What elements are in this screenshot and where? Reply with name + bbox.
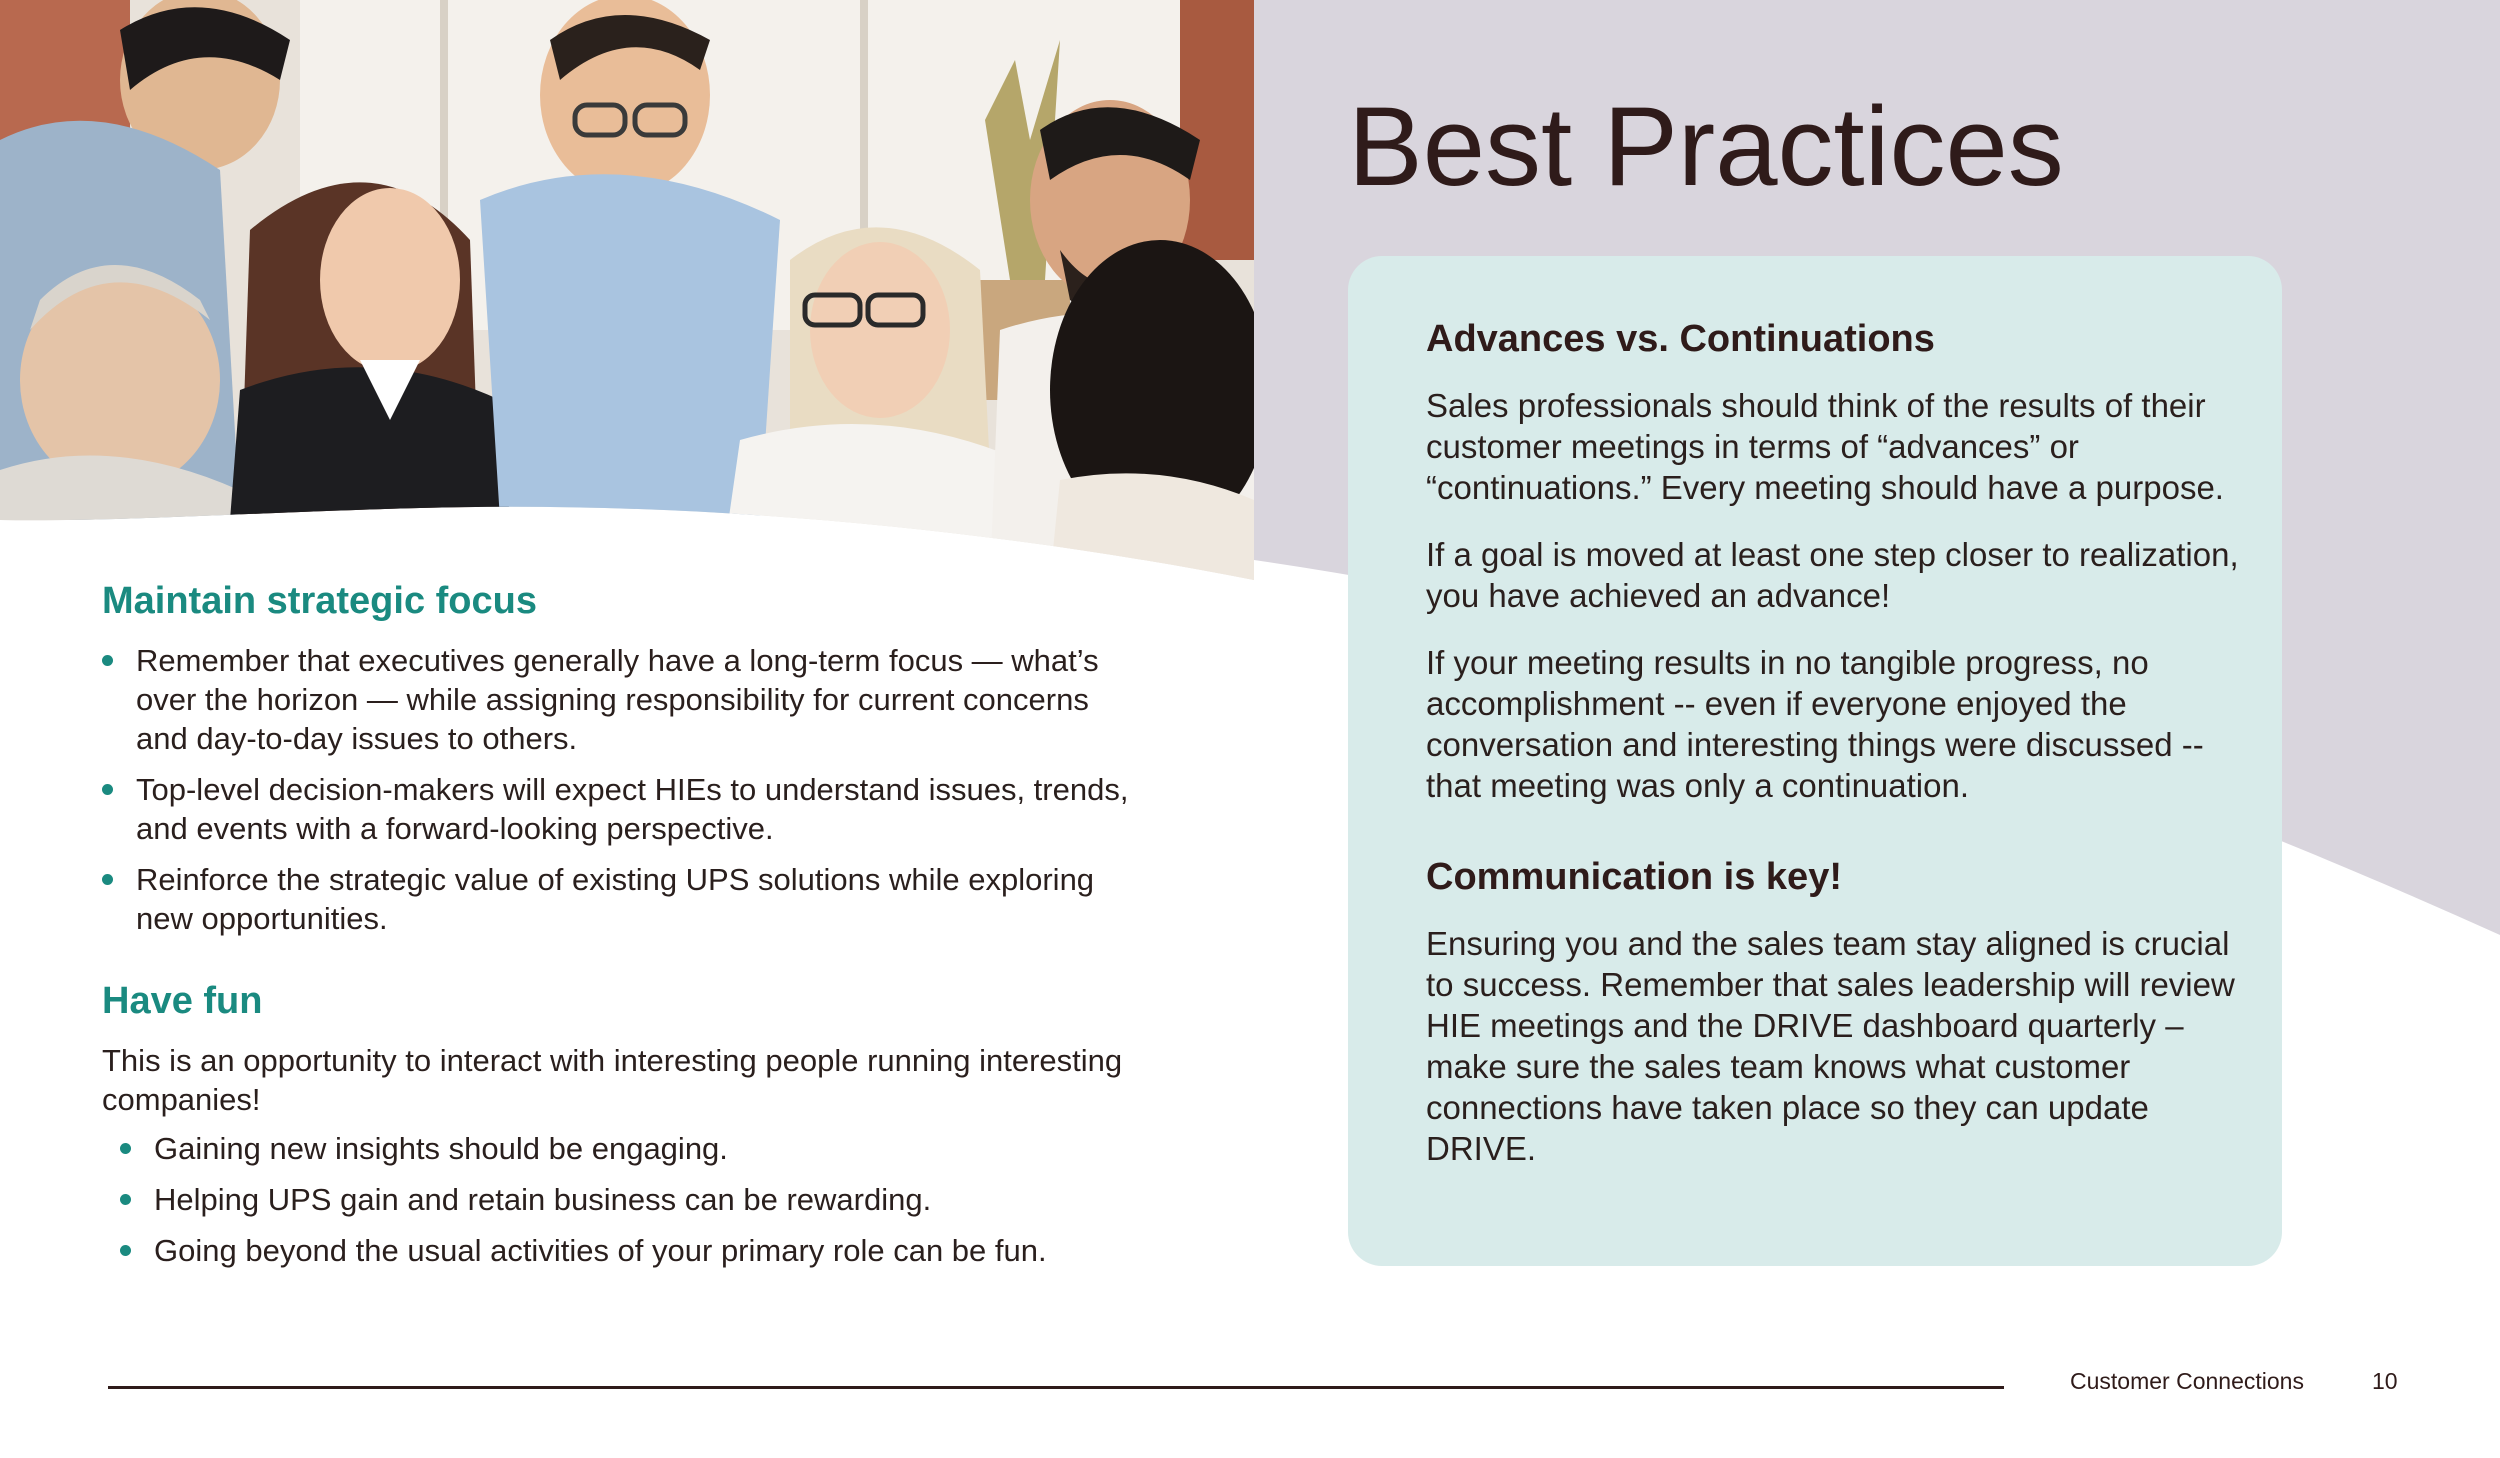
bullet-icon — [102, 655, 113, 666]
list-item: Gaining new insights should be engaging. — [102, 1129, 1142, 1168]
bullet-icon — [120, 1245, 131, 1256]
section-heading-have-fun: Have fun — [102, 980, 263, 1022]
have-fun-list — [102, 1129, 1142, 1270]
bullet-icon — [120, 1194, 131, 1205]
have-fun-intro: This is an opportunity to interact with interesting people running interesting companies! — [102, 1043, 1123, 1117]
list-item: Reinforce the strategic value of existing UPS solutions while exploring new opportunities. — [102, 860, 1142, 938]
list-item: Remember that executives generally have a long-term focus — what’s over the horizon — while assigning responsibility for current concerns and day-to-day issues to others. — [102, 641, 1142, 758]
card-heading-advances: Advances vs. Continuations — [1426, 318, 1935, 360]
page-number: 10 — [2372, 1368, 2398, 1394]
list-item: Top-level decision-makers will expect HIEs to understand issues, trends, and events with a forward-looking perspective. — [102, 770, 1142, 848]
bullet-icon — [102, 874, 113, 885]
card-paragraph: Ensuring you and the sales team stay aligned is crucial to success. Remember that sales leadership will review HIE meetings and the DRIVE dashboard quarterly – make sure the sales team knows what customer connections have taken place so they can update DRIVE. — [1426, 925, 2235, 1167]
strategic-focus-list — [102, 641, 1142, 938]
list-item: Helping UPS gain and retain business can be rewarding. — [102, 1180, 1142, 1219]
footer-divider — [108, 1386, 2004, 1389]
list-item: Going beyond the usual activities of your primary role can be fun. — [102, 1231, 1142, 1270]
card-paragraph: Sales professionals should think of the results of their customer meetings in terms of “advances” or “continuations.” Every meeting should have a purpose. — [1426, 387, 2224, 506]
section-heading-strategic-focus: Maintain strategic focus — [102, 580, 537, 622]
card-paragraph: If your meeting results in no tangible progress, no accomplishment -- even if everyone enjoyed the conversation and interesting things were discussed -- that meeting was only a continuation. — [1426, 644, 2204, 804]
card-heading-communication: Communication is key! — [1426, 856, 1842, 898]
card-paragraph: If a goal is moved at least one step closer to realization, you have achieved an advance! — [1426, 536, 2239, 614]
bullet-icon — [102, 784, 113, 795]
team-meeting-photo — [0, 0, 1254, 580]
bullet-icon — [120, 1143, 131, 1154]
footer-label: Customer Connections — [2070, 1368, 2304, 1394]
left-column — [102, 580, 1142, 1282]
page-title: Best Practices — [1348, 84, 2064, 209]
best-practices-card — [1348, 256, 2282, 1266]
